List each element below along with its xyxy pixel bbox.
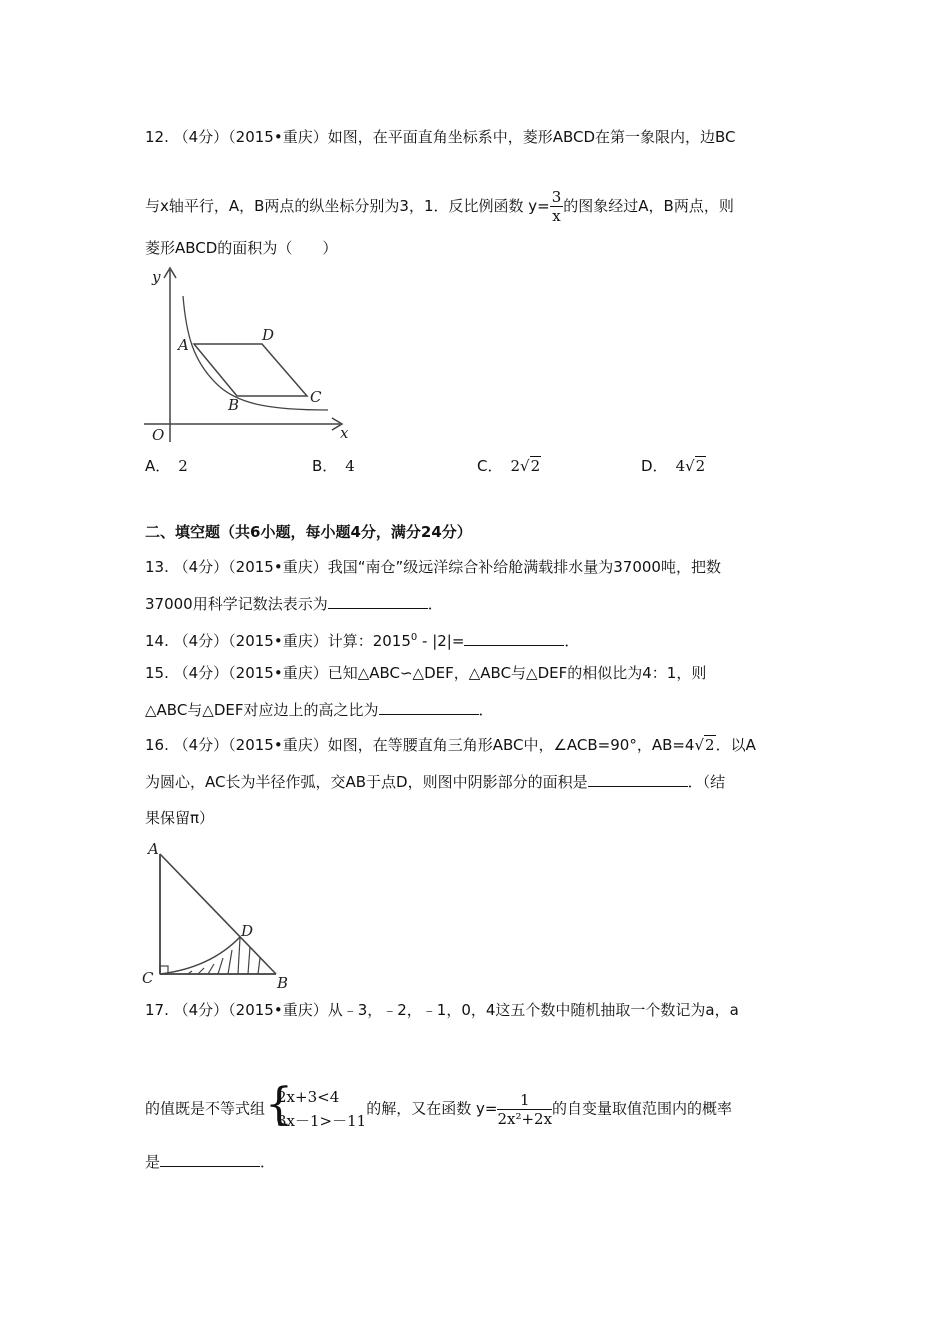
q12-line3: 菱形ABCD的面积为（ ）	[145, 239, 338, 257]
q16-line2	[145, 772, 725, 792]
option-d-radicand: 2	[695, 457, 706, 475]
side-ab	[160, 854, 276, 974]
q15-line2-text: △ABC与△DEF对应边上的高之比为	[145, 701, 379, 719]
q13-line2	[145, 594, 443, 614]
q16-radicand: 2	[705, 736, 715, 754]
q16-sqrt: √2	[694, 736, 715, 754]
q12-line2	[145, 188, 734, 225]
label-d: D	[262, 326, 275, 344]
q14-end: ．	[564, 632, 580, 650]
label-b: B	[277, 974, 289, 992]
q13-end: ．	[427, 595, 443, 613]
rhombus-abcd	[194, 344, 307, 396]
q17-ineq1: 2x+3<4	[277, 1088, 340, 1106]
q15-line1: 15. （4分）（2015•重庆）已知△ABC∽△DEF，△ABC与△DEF的相似比为4：1，则	[145, 664, 707, 682]
option-c-radicand: 2	[530, 457, 541, 475]
q13-answer-blank[interactable]	[328, 594, 428, 609]
q17-line2-pre: 的值既是不等式组	[145, 1099, 266, 1118]
q12-option-b[interactable]	[312, 455, 355, 476]
q12-figure	[140, 262, 360, 447]
option-a-label: A．	[145, 457, 171, 475]
option-d-label: D．	[641, 457, 668, 475]
q12-fraction	[550, 188, 564, 225]
label-x: x	[340, 424, 349, 442]
label-c: C	[310, 388, 322, 406]
q17-line2	[145, 1079, 733, 1133]
q12-option-c[interactable]	[477, 455, 541, 476]
q16-line3: 果保留π）	[145, 809, 215, 827]
q16-line2-text: 为圆心，AC长为半径作弧，交AB于点D，则图中阴影部分的面积是	[145, 773, 588, 791]
label-b: B	[228, 396, 240, 414]
option-c-label: C．	[477, 457, 503, 475]
q13-line1: 13. （4分）（2015•重庆）我国“南仓”级远洋综合补给舱满载排水量为37000吨，把数	[145, 558, 721, 576]
q17-answer-blank[interactable]	[160, 1152, 260, 1167]
option-a-value: 2	[178, 457, 188, 475]
q16-line2-end: ．（结	[687, 773, 726, 791]
q17-line2-mid: 的解，又在函数 y=	[366, 1099, 498, 1118]
q17-frac-num: 1	[497, 1091, 552, 1110]
option-b-label: B．	[312, 457, 338, 475]
label-a: A	[178, 336, 189, 354]
q12-line1: 12. （4分）（2015•重庆）如图，在平面直角坐标系中，菱形ABCD在第一象限内，边BC	[145, 128, 736, 146]
label-y: y	[152, 268, 161, 286]
q12-option-d[interactable]	[641, 455, 706, 476]
brace-icon: {	[265, 1079, 294, 1130]
label-c: C	[142, 969, 154, 987]
q15-end: ．	[478, 701, 494, 719]
option-d-coef: 4	[675, 457, 686, 475]
option-c-coef: 2	[510, 457, 521, 475]
q14-pre: 14. （4分）（2015•重庆）计算：2015	[145, 632, 411, 650]
q17-line1: 17. （4分）（2015•重庆）从﹣3，﹣2，﹣1，0，4这五个数中随机抽取一个数记为a，a	[145, 1001, 739, 1019]
q17-ineq2: 3x－1>－11	[277, 1112, 367, 1130]
q17-frac-den: 2x²+2x	[497, 1109, 553, 1128]
q17-inequality-system	[265, 1079, 367, 1133]
q15-answer-blank[interactable]	[379, 700, 479, 715]
hyperbola-curve	[183, 296, 328, 410]
q12-frac-num: 3	[551, 188, 562, 206]
arc-cd	[160, 937, 240, 974]
q14-answer-blank[interactable]	[464, 631, 564, 646]
label-d: D	[241, 922, 254, 940]
q14-exponent: 0	[410, 632, 418, 643]
q15-line2	[145, 700, 494, 720]
q17-fraction	[497, 1091, 552, 1128]
q17-line3-text: 是	[145, 1153, 161, 1171]
q16-line1	[145, 735, 756, 755]
q14-post: - |2|=	[417, 632, 465, 650]
q17-end: ．	[260, 1153, 276, 1171]
q12-line2-post: 的图象经过A，B两点，则	[563, 197, 734, 215]
label-o: O	[152, 426, 165, 444]
section2-heading: 二、填空题（共6小题，每小题4分，满分24分）	[145, 523, 472, 541]
hatch-shading	[188, 938, 260, 974]
q13-line2-text: 37000用科学记数法表示为	[145, 595, 328, 613]
q17-line3	[145, 1152, 275, 1172]
q12-line2-pre: 与x轴平行，A，B两点的纵坐标分别为3，1．反比例函数 y=	[145, 197, 550, 215]
option-d-value: 4√2	[675, 457, 706, 475]
q12-option-a[interactable]	[145, 455, 188, 476]
q17-line2-post: 的自变量取值范围内的概率	[552, 1099, 733, 1118]
q16-figure	[140, 838, 310, 993]
option-c-value: 2√2	[510, 457, 541, 475]
option-b-value: 4	[345, 457, 355, 475]
q16-line1-post: ．以A	[715, 736, 756, 754]
q14-line	[145, 628, 579, 651]
label-a: A	[148, 840, 159, 858]
q12-frac-den: x	[552, 207, 561, 225]
q16-answer-blank[interactable]	[588, 772, 688, 787]
q16-line1-pre: 16. （4分）（2015•重庆）如图，在等腰直角三角形ABC中，∠ACB=90°，AB=4	[145, 736, 695, 754]
